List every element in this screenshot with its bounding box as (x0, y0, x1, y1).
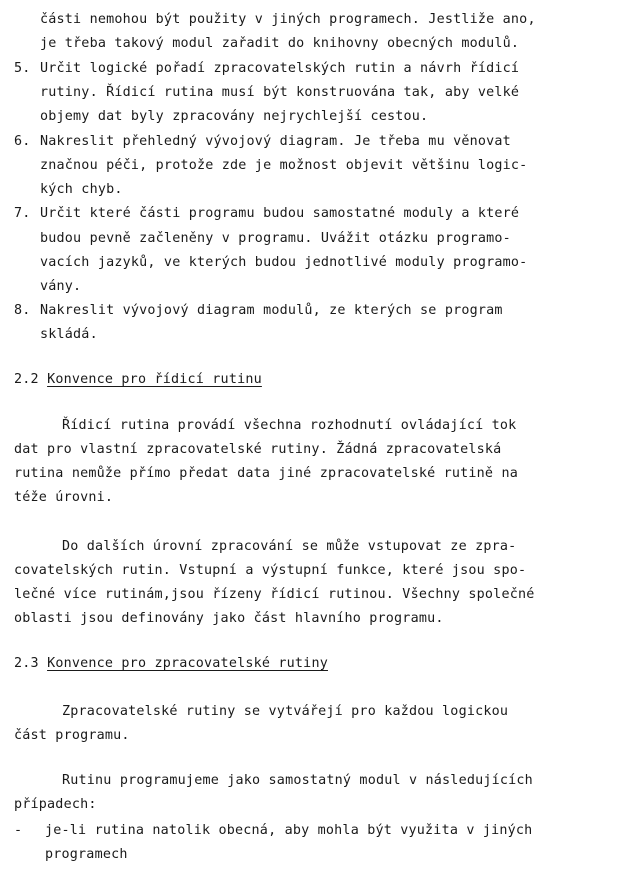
list-item-6-line-3: kých chyb. (40, 182, 123, 197)
list-number-8: 8. (14, 303, 31, 318)
list-item-5-line-2: rutiny. Řídicí rutina musí být konstruována tak, aby velké (40, 85, 520, 100)
section-2-2-p1-line-1: Řídicí rutina provádí všechna rozhodnutí ovládající tok (62, 418, 517, 433)
section-2-2-p2-line-3: lečné více rutinám,jsou řízeny řídicí rutinou. Všechny společné (14, 587, 535, 602)
section-2-2-heading (14, 372, 262, 388)
section-2-3-p1-line-2: část programu. (14, 728, 130, 743)
continuation-line-2: je třeba takový modul zařadit do knihovny obecných modulů. (40, 36, 520, 51)
section-2-3-number: 2.3 (14, 656, 39, 671)
list-item-5-line-3: objemy dat byly zpracovány nejrychlejší cestou. (40, 109, 429, 124)
section-2-3-heading (14, 656, 328, 672)
section-2-2-number: 2.2 (14, 372, 39, 387)
list-item-8-line-2: skládá. (40, 327, 98, 342)
list-item-7-line-2: budou pevně začleněny v programu. Uvážit otázku programo- (40, 231, 511, 246)
list-item-7-line-4: vány. (40, 279, 82, 294)
list-item-7-line-3: vacích jazyků, ve kterých budou jednotlivé moduly programo- (40, 255, 528, 270)
list-item-7-line-1: Určit které části programu budou samostatné moduly a které (40, 206, 520, 221)
section-2-3-p2-line-1: Rutinu programujeme jako samostatný modul v následujících (62, 773, 533, 788)
section-2-2-p1-line-4: téže úrovni. (14, 490, 114, 505)
bullet-line-2: programech (45, 847, 128, 862)
section-2-2-p1-line-3: rutina nemůže přímo předat data jiné zpracovatelské rutině na (14, 466, 518, 481)
list-number-5: 5. (14, 61, 31, 76)
section-2-3-p1-line-1: Zpracovatelské rutiny se vytvářejí pro každou logickou (62, 704, 509, 719)
section-2-2-p2-line-4: oblasti jsou definovány jako část hlavního programu. (14, 611, 444, 626)
bullet-marker: - (14, 823, 23, 838)
section-2-3-title: Konvence pro zpracovatelské rutiny (47, 656, 328, 671)
section-2-2-title: Konvence pro řídicí rutinu (47, 372, 262, 387)
continuation-line-1: části nemohou být použity v jiných programech. Jestliže ano, (40, 12, 536, 27)
list-item-8-line-1: Nakreslit vývojový diagram modulů, ze kterých se program (40, 303, 503, 318)
list-number-6: 6. (14, 134, 31, 149)
section-2-2-p1-line-2: dat pro vlastní zpracovatelské rutiny. Žádná zpracovatelská (14, 442, 502, 457)
section-2-2-p2-line-1: Do dalších úrovní zpracování se může vstupovat ze zpra- (62, 539, 517, 554)
bullet-line-1: je-li rutina natolik obecná, aby mohla být využita v jiných (45, 823, 533, 838)
section-2-3-p2-line-2: případech: (14, 797, 97, 812)
list-item-6-line-2: značnou péči, protože zde je možnost objevit většinu logic- (40, 158, 528, 173)
section-2-2-p2-line-2: covatelských rutin. Vstupní a výstupní funkce, které jsou spo- (14, 563, 527, 578)
list-item-6-line-1: Nakreslit přehledný vývojový diagram. Je třeba mu věnovat (40, 134, 511, 149)
list-item-5-line-1: Určit logické pořadí zpracovatelských rutin a návrh řídicí (40, 61, 520, 76)
list-number-7: 7. (14, 206, 31, 221)
